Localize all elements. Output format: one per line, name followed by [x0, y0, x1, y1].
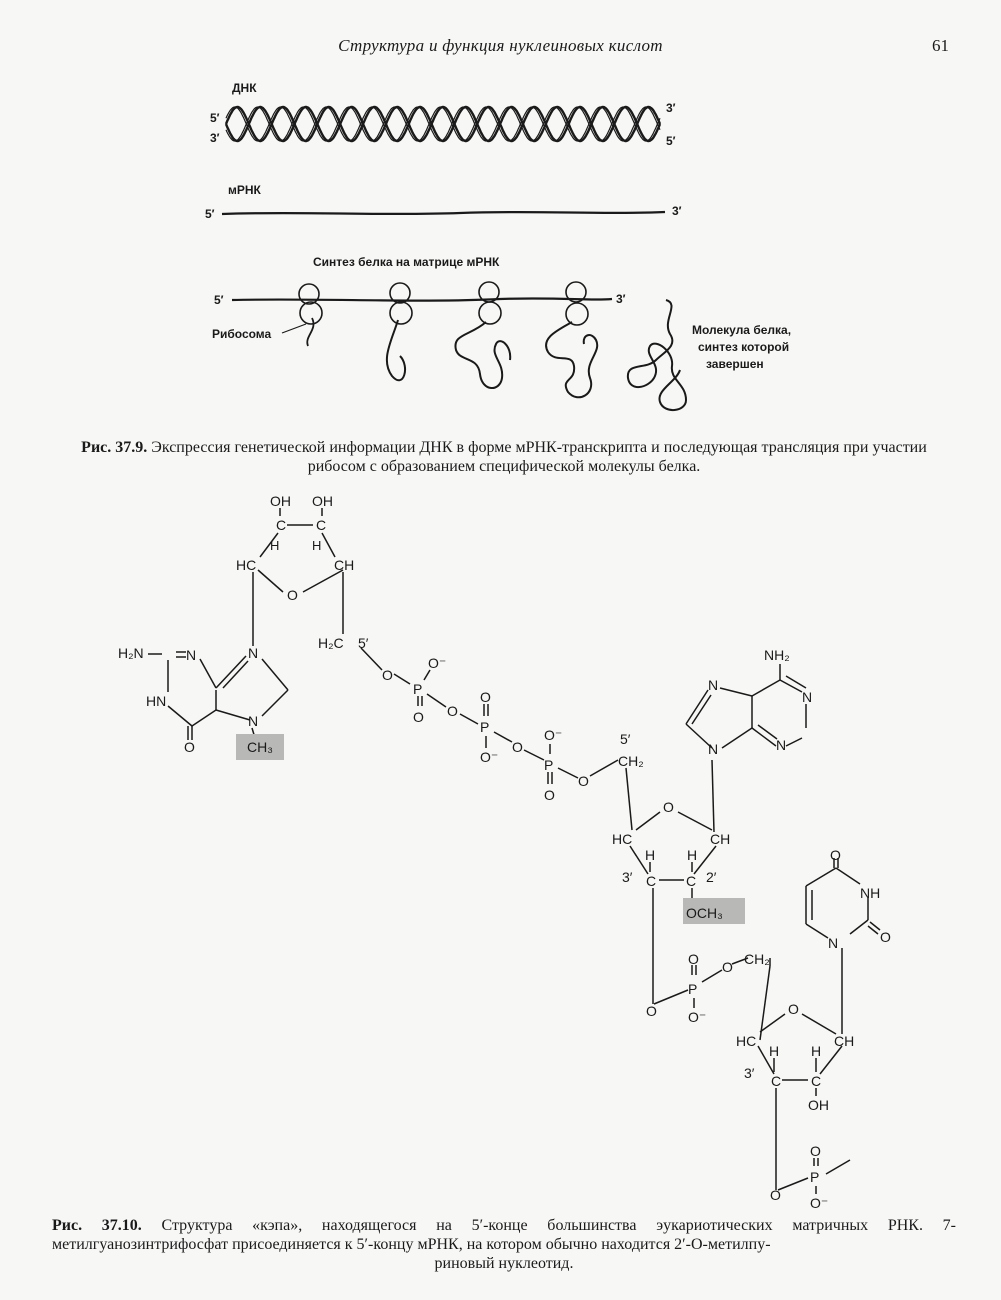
label-h-5: H — [769, 1043, 780, 1059]
dna-5prime-left: 5′ — [210, 111, 220, 125]
label-ch2-b: CH₂ — [744, 951, 770, 967]
label-ch-3: CH — [834, 1033, 855, 1049]
dna-3prime-right: 3′ — [666, 101, 676, 115]
label-oh-3: OH — [808, 1097, 829, 1113]
label-nh2: NH₂ — [764, 647, 790, 663]
label-c-4: C — [686, 873, 697, 889]
figure-37-10-caption — [52, 1216, 956, 1273]
label-c-5: C — [771, 1073, 782, 1089]
dna-3prime-left: 3′ — [210, 131, 220, 145]
mrna-strand — [222, 212, 665, 214]
label-p-5: P — [810, 1169, 820, 1185]
label-hc-2: HC — [612, 831, 633, 847]
label-o-6-minus: O⁻ — [810, 1195, 829, 1211]
label-o-2: O — [447, 703, 458, 719]
label-ch2-a: CH₂ — [618, 753, 644, 769]
label-o-ring-3: O — [788, 1001, 799, 1017]
label-o-1-minus: O⁻ — [428, 655, 447, 671]
protein-label-3: завершен — [706, 357, 764, 371]
label-o-4: O — [578, 773, 589, 789]
label-o-3-double: O — [544, 787, 555, 803]
translation-3prime: 3′ — [616, 292, 626, 306]
translation-5prime: 5′ — [214, 293, 224, 307]
label-h-3: H — [645, 847, 656, 863]
label-o-uracil: O — [830, 847, 841, 863]
dna-helix — [226, 107, 660, 141]
label-h-6: H — [811, 1043, 822, 1059]
label-nh-uracil: NH — [860, 885, 881, 901]
label-o-5: O — [646, 1003, 657, 1019]
dna-5prime-right: 5′ — [666, 134, 676, 148]
label-2prime: 2′ — [706, 869, 717, 885]
label-n-ad-4: N — [708, 741, 719, 757]
figure-37-9-caption-text: Экспрессия генетической информации ДНК в форме мРНК-транскрипта и последующая трансляция при участии рибосом с образованием специфической молекулы белка. — [151, 439, 927, 475]
page-number: 61 — [932, 36, 949, 55]
label-o-5-minus: O⁻ — [688, 1009, 707, 1025]
label-hc-3: HC — [736, 1033, 757, 1049]
label-oh-1: OH — [270, 493, 291, 509]
label-h2c: H₂C — [318, 635, 344, 651]
label-o-2-minus: O⁻ — [480, 749, 499, 765]
label-o-6: O — [770, 1187, 781, 1203]
label-o-uracil-2: O — [880, 929, 891, 945]
label-o-guanine: O — [184, 739, 195, 755]
figure-37-9-caption-number: Рис. 37.9. — [81, 439, 148, 456]
ribosome-pointer — [282, 324, 306, 333]
label-n-ad-1: N — [708, 677, 719, 693]
label-3prime-2: 3′ — [744, 1065, 755, 1081]
label-ch-1: CH — [334, 557, 355, 573]
synthesis-label: Синтез белка на матрице мРНК — [313, 255, 500, 269]
label-n-uracil: N — [828, 935, 839, 951]
label-o-ring-2: O — [663, 799, 674, 815]
label-5prime-1: 5′ — [358, 635, 369, 651]
label-n-c: N — [248, 713, 259, 729]
label-o-ring-1: O — [287, 587, 298, 603]
label-h-1: H — [270, 538, 280, 553]
label-o-5-top: O — [688, 951, 699, 967]
label-p-2: P — [480, 719, 490, 735]
label-c-2: C — [316, 517, 327, 533]
label-h2n: H₂N — [118, 645, 144, 661]
mrna-label: мРНК — [228, 183, 261, 197]
label-5prime-2: 5′ — [620, 731, 631, 747]
figure-37-9-caption — [52, 438, 956, 476]
completed-protein — [628, 300, 686, 410]
label-h-2: H — [312, 538, 322, 553]
label-o-5-ch2: O — [722, 959, 733, 975]
dna-label: ДНК — [232, 81, 257, 95]
label-ch-2: CH — [710, 831, 731, 847]
mrna-3prime: 3′ — [672, 204, 682, 218]
label-n-a: N — [186, 647, 197, 663]
figure-37-10-caption-line-1: Структура «кэпа», находящегося на 5′-конце большинства эукариотических матричных РНК. 7-метилгуанозинтрифосфат присоединяется к 5′-концу мРНК, на котором обычно находится 2′-О-метилпу- — [52, 1217, 957, 1253]
label-o-1-double: O — [413, 709, 424, 725]
label-c-1: C — [276, 517, 287, 533]
label-p-1: P — [413, 681, 423, 697]
label-n-b: N — [248, 645, 259, 661]
figure-37-10-caption-number: Рис. 37.10. — [52, 1217, 142, 1234]
label-ch3-m7g: CH₃ — [247, 739, 273, 755]
label-n-ad-3: N — [776, 737, 787, 753]
figure-37-10-bonds — [148, 508, 880, 1194]
protein-label-2: синтез которой — [698, 340, 790, 354]
figure-37-10-caption-line-2: риновый нуклеотид. — [434, 1255, 574, 1272]
label-n-ad-2: N — [802, 689, 813, 705]
label-3prime-1: 3′ — [622, 869, 633, 885]
running-title: Структура и функция нуклеиновых кислот — [338, 36, 663, 55]
label-hc-1: HC — [236, 557, 257, 573]
label-o-3-minus: O⁻ — [544, 727, 563, 743]
label-c-6: C — [811, 1073, 822, 1089]
label-c-3: C — [646, 873, 657, 889]
ribosome-label: Рибосома — [212, 327, 272, 341]
label-o-6-top: O — [810, 1143, 821, 1159]
label-h-4: H — [687, 847, 698, 863]
ribosome-2 — [387, 283, 412, 380]
label-o-3: O — [512, 739, 523, 755]
label-och3: OCH₃ — [686, 905, 723, 921]
label-oh-2: OH — [312, 493, 333, 509]
translation-mrna — [232, 298, 612, 300]
label-o-2-top: O — [480, 689, 491, 705]
label-o-1: O — [382, 667, 393, 683]
ribosome-1 — [299, 284, 322, 346]
label-p-3: P — [544, 757, 554, 773]
figure-37-10-labels — [118, 493, 891, 1211]
protein-label-1: Молекула белка, — [692, 323, 792, 337]
label-p-4: P — [688, 981, 698, 997]
label-hn: HN — [146, 693, 167, 709]
mrna-5prime: 5′ — [205, 207, 215, 221]
